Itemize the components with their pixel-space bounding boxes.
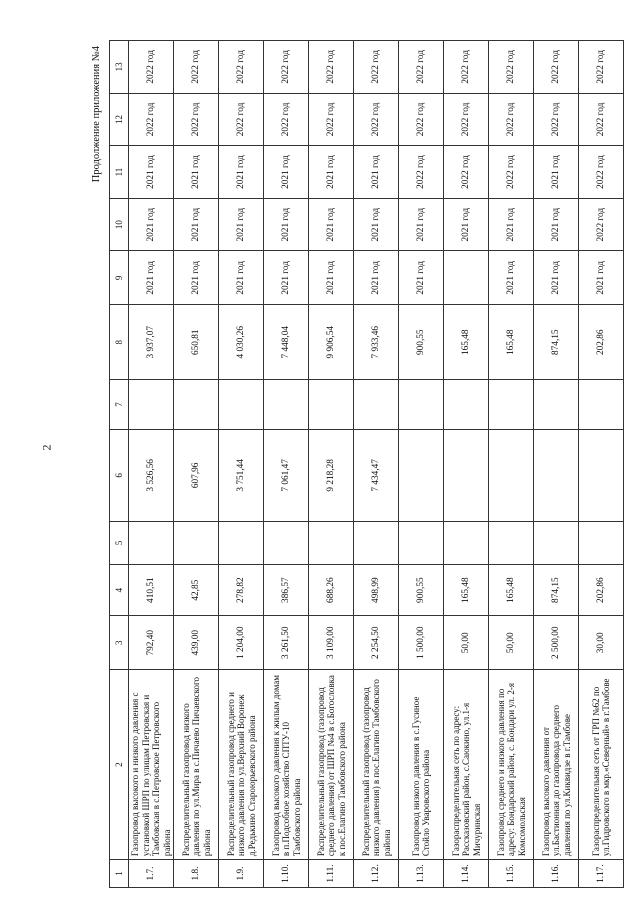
object-name-cell: Газораспределительная сеть от ГРП №62 по ул.Гидровского в мкр.«Северный» в г.Тамбове — [579, 670, 624, 860]
value-cell: 2022 год — [264, 41, 309, 94]
table-row — [264, 41, 309, 888]
value-cell: 2 500,00 — [534, 616, 579, 670]
value-cell: 9 218,28 — [309, 429, 354, 521]
value-cell: 2022 год — [489, 146, 534, 199]
value-cell — [354, 380, 399, 429]
object-name-cell: Газораспределительная сеть по адресу: Рассказовский район, с.Саюкино, ул.1-я Мичуринская — [444, 670, 489, 860]
object-name-cell: Газопровод среднего и низкого давления по адресу: Бондарский район, с. Бондари ул. 2-я Комсомольская — [489, 670, 534, 860]
table-row — [444, 41, 489, 888]
value-cell: 50,00 — [489, 616, 534, 670]
value-cell: 2021 год — [174, 251, 219, 305]
table-row — [129, 41, 174, 888]
row-number-cell: 1.15. — [489, 860, 534, 888]
value-cell — [219, 380, 264, 429]
object-name-cell: Распределительный газопровод (газопровод среднего давления) от ШРП №4 в с.Богословка к пос.Елагино Тамбовского района — [309, 670, 354, 860]
value-cell — [174, 380, 219, 429]
table-row — [489, 41, 534, 888]
value-cell — [174, 521, 219, 564]
column-header: 2 — [110, 670, 129, 860]
value-cell: 2021 год — [534, 251, 579, 305]
appendix-caption: Продолжение приложения №4 — [91, 46, 102, 183]
row-number-cell: 1.16. — [534, 860, 579, 888]
value-cell: 2022 год — [579, 198, 624, 251]
value-cell: 2022 год — [399, 93, 444, 146]
value-cell: 2021 год — [489, 198, 534, 251]
value-cell — [579, 429, 624, 521]
object-name-cell: Газопровод высокого давления от ул.Бастионная до газопровода среднего давления по ул.Киквидзе в г.Тамбове — [534, 670, 579, 860]
value-cell: 2021 год — [399, 251, 444, 305]
column-header: 13 — [110, 41, 129, 94]
row-number-cell: 1.9. — [219, 860, 264, 888]
object-name-cell: Распределительный газопровод (газопровод низкого давления) в пос.Елагино Тамбовского района — [354, 670, 399, 860]
value-cell: 202,86 — [579, 305, 624, 380]
column-header: 11 — [110, 146, 129, 199]
value-cell: 2022 год — [354, 93, 399, 146]
row-number-cell: 1.7. — [129, 860, 174, 888]
row-number-cell: 1.12. — [354, 860, 399, 888]
value-cell: 2022 год — [129, 93, 174, 146]
value-cell: 1 500,00 — [399, 616, 444, 670]
value-cell: 2021 год — [354, 198, 399, 251]
value-cell — [129, 521, 174, 564]
row-number-cell: 1.13. — [399, 860, 444, 888]
value-cell: 650,81 — [174, 305, 219, 380]
value-cell: 2021 год — [444, 198, 489, 251]
value-cell: 2022 год — [264, 93, 309, 146]
value-cell: 439,00 — [174, 616, 219, 670]
value-cell — [534, 521, 579, 564]
value-cell: 42,85 — [174, 564, 219, 616]
object-name-cell: Газопровод высокого и низкого давления с установкой ШРП по улицам Петровская и Тамбовская в с.Петровское Петровского района — [129, 670, 174, 860]
value-cell — [444, 380, 489, 429]
value-cell: 202,86 — [579, 564, 624, 616]
object-name-cell: Газопровод низкого давления в с.Гусиное Стойло Уваровского района — [399, 670, 444, 860]
value-cell — [444, 521, 489, 564]
column-header: 7 — [110, 380, 129, 429]
object-name-cell: Распределительный газопровод низкого давления по ул.Мира в с.Пичаево Пичаевского района — [174, 670, 219, 860]
table-row — [399, 41, 444, 888]
value-cell: 410,51 — [129, 564, 174, 616]
value-cell: 7 434,47 — [354, 429, 399, 521]
value-cell — [534, 380, 579, 429]
value-cell: 2021 год — [534, 146, 579, 199]
column-header: 6 — [110, 429, 129, 521]
value-cell: 2021 год — [264, 198, 309, 251]
value-cell: 2021 год — [174, 146, 219, 199]
value-cell: 874,15 — [534, 564, 579, 616]
row-number-cell: 1.14. — [444, 860, 489, 888]
object-name-cell: Распределительный газопровод среднего и низкого давления по ул.Верхний Воронеж д.Редькино Староюрьевского района — [219, 670, 264, 860]
value-cell — [129, 380, 174, 429]
value-cell: 2021 год — [354, 251, 399, 305]
value-cell: 7 061,47 — [264, 429, 309, 521]
page-number: 2 — [39, 444, 54, 451]
value-cell: 2022 год — [489, 93, 534, 146]
value-cell: 2021 год — [399, 198, 444, 251]
value-cell — [399, 380, 444, 429]
value-cell: 2022 год — [219, 41, 264, 94]
value-cell: 2021 год — [129, 146, 174, 199]
value-cell — [309, 521, 354, 564]
value-cell: 2022 год — [534, 93, 579, 146]
value-cell: 3 751,44 — [219, 429, 264, 521]
value-cell: 165,48 — [444, 305, 489, 380]
value-cell: 2021 год — [219, 251, 264, 305]
value-cell — [354, 521, 399, 564]
value-cell — [264, 521, 309, 564]
value-cell: 498,99 — [354, 564, 399, 616]
value-cell: 3 526,56 — [129, 429, 174, 521]
value-cell: 165,48 — [489, 305, 534, 380]
value-cell: 2022 год — [309, 93, 354, 146]
value-cell: 2021 год — [354, 146, 399, 199]
column-number-row — [110, 41, 129, 888]
value-cell — [264, 380, 309, 429]
value-cell: 607,96 — [174, 429, 219, 521]
table-row — [219, 41, 264, 888]
table-row — [534, 41, 579, 888]
value-cell: 2021 год — [129, 198, 174, 251]
value-cell: 2022 год — [579, 41, 624, 94]
value-cell: 2021 год — [219, 198, 264, 251]
value-cell: 2021 год — [264, 251, 309, 305]
value-cell: 874,15 — [534, 305, 579, 380]
value-cell: 2022 год — [399, 146, 444, 199]
value-cell: 2021 год — [579, 251, 624, 305]
gas-pipeline-table — [109, 40, 624, 888]
value-cell: 2022 год — [354, 41, 399, 94]
value-cell — [534, 429, 579, 521]
value-cell: 2021 год — [129, 251, 174, 305]
value-cell — [579, 521, 624, 564]
value-cell: 2021 год — [174, 198, 219, 251]
value-cell: 278,82 — [219, 564, 264, 616]
value-cell: 2022 год — [219, 93, 264, 146]
table-row — [579, 41, 624, 888]
value-cell: 900,55 — [399, 564, 444, 616]
value-cell — [309, 380, 354, 429]
value-cell — [489, 429, 534, 521]
value-cell — [399, 429, 444, 521]
value-cell: 1 204,00 — [219, 616, 264, 670]
value-cell: 165,48 — [444, 564, 489, 616]
value-cell: 9 906,54 — [309, 305, 354, 380]
column-header: 9 — [110, 251, 129, 305]
value-cell: 4 030,26 — [219, 305, 264, 380]
column-header: 10 — [110, 198, 129, 251]
value-cell: 2 254,50 — [354, 616, 399, 670]
value-cell: 688,26 — [309, 564, 354, 616]
column-header: 8 — [110, 305, 129, 380]
value-cell: 165,48 — [489, 564, 534, 616]
value-cell: 386,57 — [264, 564, 309, 616]
value-cell: 2022 год — [444, 146, 489, 199]
value-cell: 7 448,04 — [264, 305, 309, 380]
value-cell — [489, 380, 534, 429]
value-cell: 2022 год — [489, 41, 534, 94]
value-cell: 2021 год — [534, 198, 579, 251]
value-cell — [444, 251, 489, 305]
value-cell — [399, 521, 444, 564]
value-cell: 2022 год — [444, 93, 489, 146]
value-cell: 2022 год — [129, 41, 174, 94]
value-cell: 2022 год — [309, 41, 354, 94]
row-number-cell: 1.17. — [579, 860, 624, 888]
value-cell — [219, 521, 264, 564]
table-row — [309, 41, 354, 888]
row-number-cell: 1.8. — [174, 860, 219, 888]
column-header: 5 — [110, 521, 129, 564]
value-cell: 2022 год — [534, 41, 579, 94]
value-cell: 3 109,00 — [309, 616, 354, 670]
value-cell: 7 933,46 — [354, 305, 399, 380]
value-cell — [489, 521, 534, 564]
value-cell: 2022 год — [579, 146, 624, 199]
column-header: 3 — [110, 616, 129, 670]
object-name-cell: Газопровод высокого давления к жилым домам в п.Подсобное хозяйство СПТУ-10 Тамбовского района — [264, 670, 309, 860]
value-cell: 2021 год — [309, 251, 354, 305]
value-cell — [579, 380, 624, 429]
column-header: 12 — [110, 93, 129, 146]
value-cell: 2022 год — [579, 93, 624, 146]
value-cell: 2022 год — [174, 41, 219, 94]
value-cell: 2022 год — [399, 41, 444, 94]
value-cell — [444, 429, 489, 521]
value-cell: 3 937,07 — [129, 305, 174, 380]
value-cell: 2022 год — [174, 93, 219, 146]
value-cell: 3 261,50 — [264, 616, 309, 670]
value-cell: 50,00 — [444, 616, 489, 670]
value-cell: 30,00 — [579, 616, 624, 670]
table-row — [174, 41, 219, 888]
value-cell: 792,40 — [129, 616, 174, 670]
row-number-cell: 1.11. — [309, 860, 354, 888]
value-cell: 2021 год — [309, 146, 354, 199]
table-row — [354, 41, 399, 888]
value-cell: 2022 год — [444, 41, 489, 94]
value-cell: 2021 год — [489, 251, 534, 305]
column-header: 4 — [110, 564, 129, 616]
value-cell: 2021 год — [309, 198, 354, 251]
value-cell: 2021 год — [219, 146, 264, 199]
value-cell: 2021 год — [264, 146, 309, 199]
row-number-cell: 1.10. — [264, 860, 309, 888]
column-header: 1 — [110, 860, 129, 888]
value-cell: 900,55 — [399, 305, 444, 380]
rotated-document — [87, 40, 612, 888]
